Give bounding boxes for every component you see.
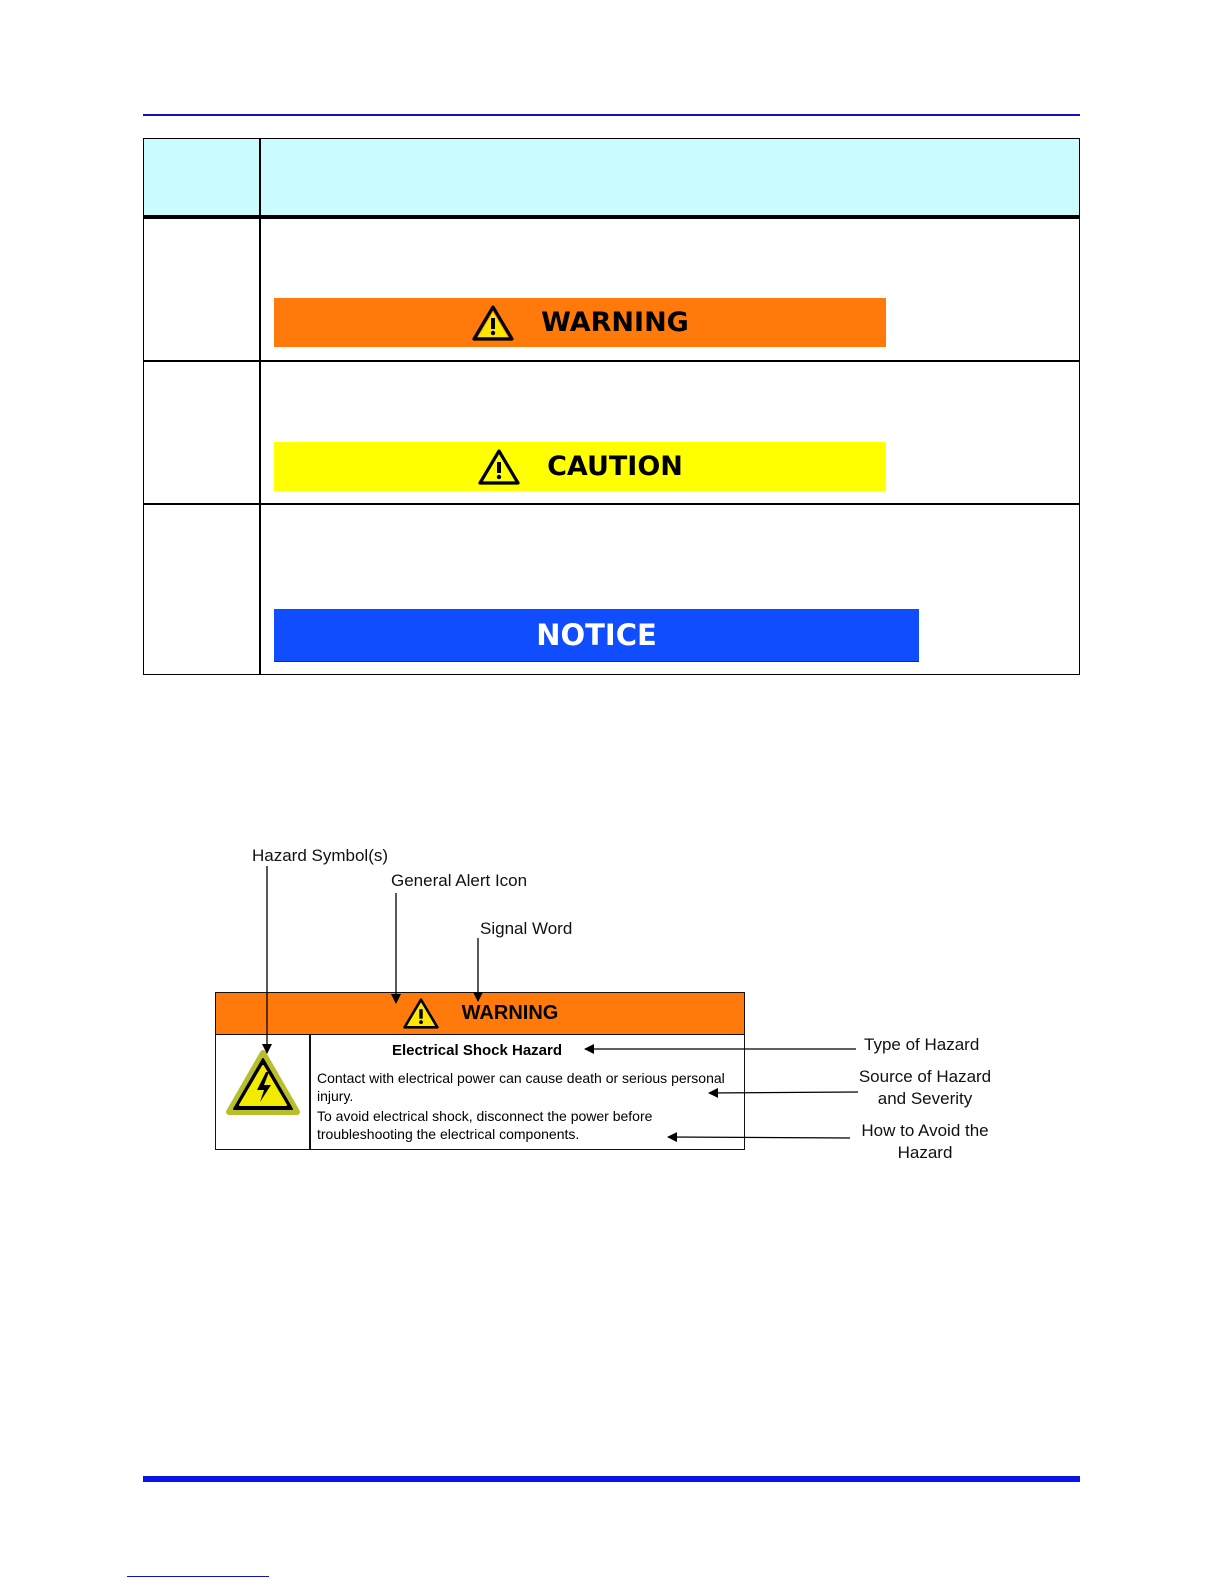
panel-signal-word: WARNING xyxy=(461,1002,559,1024)
text-line: To avoid electrical shock, disconnect the power before xyxy=(317,1108,653,1124)
hazard-type-title: Electrical Shock Hazard xyxy=(391,1042,563,1059)
source-of-hazard-arrow xyxy=(709,1092,858,1093)
footer-link-underline xyxy=(127,1576,269,1577)
text-line: Contact with electrical power can cause death or serious personal xyxy=(317,1070,725,1086)
general-alert-icon-callout: General Alert Icon xyxy=(391,871,528,890)
callout-line: and Severity xyxy=(877,1089,973,1108)
callout-line: Source of Hazard xyxy=(858,1067,992,1086)
type-of-hazard-callout: Type of Hazard xyxy=(864,1035,980,1054)
warning-signal-word: WARNING xyxy=(541,307,689,338)
how-to-avoid-arrow xyxy=(668,1137,850,1138)
caution-signal-word: CAUTION xyxy=(547,451,683,482)
notice-signal-word: NOTICE xyxy=(536,618,657,652)
text-line: troubleshooting the electrical components. xyxy=(317,1126,580,1142)
text-line: injury. xyxy=(317,1088,354,1104)
footer-rule xyxy=(143,1476,1080,1482)
callout-line: How to Avoid the xyxy=(861,1121,989,1140)
callout-line: Hazard xyxy=(897,1143,953,1162)
signal-word-callout: Signal Word xyxy=(480,919,573,938)
hazard-symbols-callout: Hazard Symbol(s) xyxy=(252,846,389,865)
